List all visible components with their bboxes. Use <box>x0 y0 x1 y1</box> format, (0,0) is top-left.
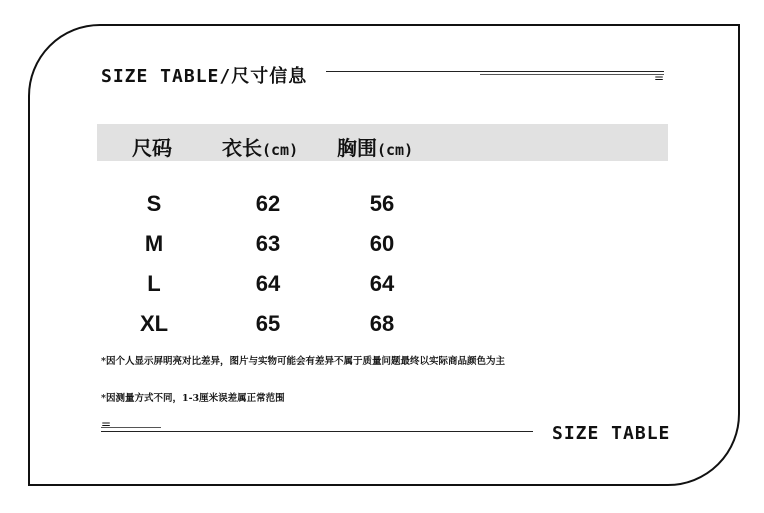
equals-mark-top: = <box>654 71 665 85</box>
length-cell: 62 <box>255 191 281 216</box>
equals-mark-bottom: = <box>101 417 112 431</box>
chest-cell: 60 <box>369 231 395 256</box>
footer-divider-line-secondary <box>101 427 161 428</box>
column-header-size: 尺码 <box>132 136 172 160</box>
chest-cell: 56 <box>369 191 395 216</box>
column-header-chest: 胸围(cm) <box>337 136 414 160</box>
chest-cell: 68 <box>369 311 395 336</box>
note-measurement-error: *因测量方式不同，1-3厘米误差属正常范围 <box>101 393 285 404</box>
length-cell: 65 <box>255 311 281 336</box>
length-cell: 64 <box>255 271 281 296</box>
title-divider-line <box>326 71 664 72</box>
size-cell: L <box>147 271 161 296</box>
size-table-title: SIZE TABLE/尺寸信息 <box>101 66 308 87</box>
footer-divider-line <box>101 431 533 432</box>
size-cell: XL <box>139 311 169 336</box>
note-display-difference: *因个人显示屏明亮对比差异，图片与实物可能会有差异不属于质量问题最终以实际商品颜色为主 <box>101 356 505 367</box>
chest-cell: 64 <box>369 271 395 296</box>
size-cell: S <box>146 191 162 216</box>
footer-title: SIZE TABLE <box>552 423 671 444</box>
length-cell: 63 <box>255 231 281 256</box>
column-header-length: 衣长(cm) <box>222 136 299 160</box>
title-divider-line-secondary <box>480 74 664 75</box>
size-cell: M <box>144 231 164 256</box>
